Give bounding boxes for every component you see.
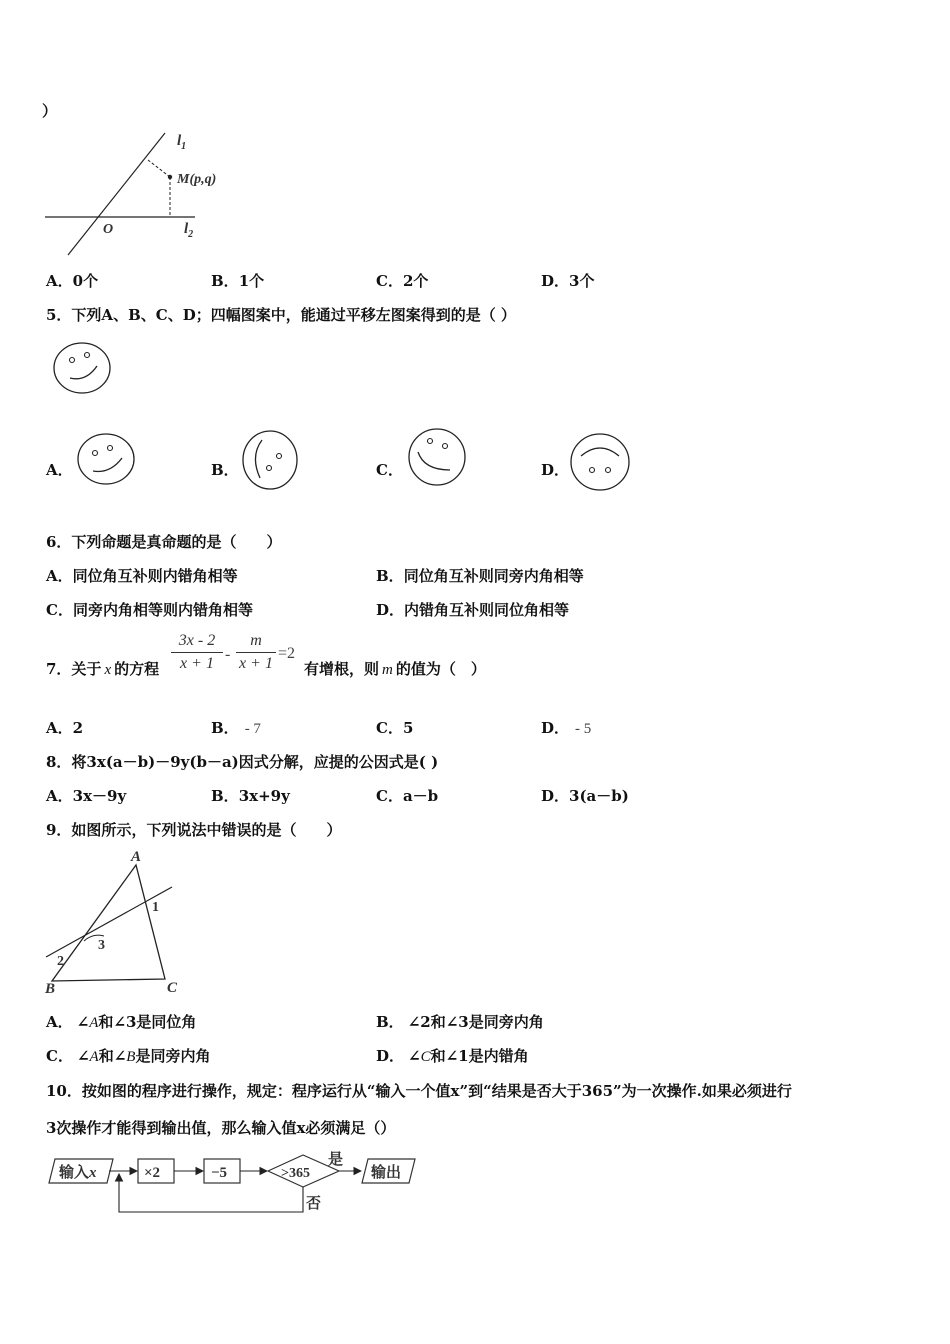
q5-option-a-face: [74, 430, 140, 488]
q4-option-b: B．1个: [211, 272, 265, 290]
q4-label-m: M(p,q): [177, 172, 217, 187]
q7-equals: =2: [278, 645, 296, 662]
q5-source-face: [50, 340, 116, 398]
flow-times2-label: ×2: [144, 1165, 161, 1181]
q7-var-m: m: [382, 662, 393, 678]
flow-no-label: 否: [306, 1196, 322, 1212]
flow-minus5-label: −5: [211, 1165, 228, 1181]
q4-point-m: [168, 175, 172, 179]
flow-input-label: 输入x: [59, 1165, 97, 1181]
flow-output-label: 输出: [371, 1165, 402, 1181]
q6-option-c: C．同旁内角相等则内错角相等: [46, 601, 253, 619]
q7-option-a: A．2: [46, 719, 84, 737]
q6-option-d: D．内错角互补则同位角相等: [376, 601, 570, 619]
q5-stem: 5．下列A、B、C、D；四幅图案中，能通过平移左图案得到的是（ ）: [46, 306, 516, 324]
q9-transversal: [46, 887, 172, 957]
q6-option-a: A．同位角互补则内错角相等: [46, 567, 238, 585]
q9-label-1: 1: [152, 900, 159, 915]
q9-label-2: 2: [57, 954, 64, 969]
q6-stem: 6．下列命题是真命题的是（ ）: [46, 533, 282, 551]
q4-paren-tail: ）: [42, 102, 58, 120]
q4-perp-to-l1: [148, 160, 170, 177]
q10-stem-line1: 10．按如图的程序进行操作，规定：程序运行从“输入一个值x”到“结果是否大于365”为一次操作.如果必须进行: [46, 1082, 792, 1100]
q5-option-b-label: B．: [211, 461, 239, 479]
q9-triangle: [52, 865, 165, 981]
q8-option-a: A．3x－9y: [46, 787, 127, 805]
q9-stem: 9．如图所示，下列说法中错误的是（ ）: [46, 821, 342, 839]
q5-option-b-face: [238, 428, 302, 492]
q7-minus: -: [225, 646, 231, 663]
flow-decision-label: >365: [281, 1166, 310, 1181]
q7-fraction-1: 3x - 2 x + 1: [171, 632, 223, 673]
q9-option-d: D． ∠C和∠1是内错角: [376, 1047, 529, 1065]
q7-fraction-2: m x + 1: [236, 632, 276, 673]
q9-triangle-figure: [40, 845, 190, 997]
q7-option-b: B． - 7: [211, 719, 261, 737]
q5-option-c-label: C．: [376, 461, 403, 479]
q7-option-c: C．5: [376, 719, 414, 737]
q7-stem-suffix: 有增根，则 m 的值为（ ）: [304, 660, 486, 678]
q9-label-c: C: [167, 980, 178, 996]
q9-label-b: B: [45, 981, 56, 997]
q8-stem: 8．将3x(a－b)－9y(b－a)因式分解，应提的公因式是( ): [46, 753, 439, 771]
q5-option-c-face: [404, 426, 470, 490]
q4-label-l1: $l_1$: [177, 133, 187, 152]
q9-option-b: B． ∠2和∠3是同旁内角: [376, 1013, 544, 1031]
q9-option-c: C． ∠A和∠B是同旁内角: [46, 1047, 211, 1065]
q5-option-a-label: A．: [46, 461, 73, 479]
q4-label-l2: $l_2$: [184, 221, 194, 240]
q6-option-b: B．同位角互补则同旁内角相等: [376, 567, 584, 585]
q8-option-b: B．3x+9y: [211, 787, 290, 805]
q4-option-c: C．2个: [376, 272, 429, 290]
q9-option-a: A． ∠A和∠3是同位角: [46, 1013, 197, 1031]
q10-stem-line2: 3次操作才能得到输出值，那么输入值x必须满足（）: [46, 1119, 396, 1137]
q7-stem-prefix: 7．关于 x 的方程: [46, 660, 160, 678]
q7-option-d: D． - 5: [541, 719, 592, 737]
q9-label-a: A: [131, 849, 142, 865]
q4-label-o: O: [103, 222, 114, 237]
flow-yes-label: 是: [328, 1152, 344, 1168]
q10-flowchart: [45, 1150, 425, 1220]
q7-var-x: x: [104, 662, 112, 678]
q9-label-3: 3: [98, 938, 105, 953]
q4-line-l1: [68, 133, 165, 255]
q4-option-d: D．3个: [541, 272, 595, 290]
q4-option-a: A．0个: [46, 272, 99, 290]
q5-option-d-label: D．: [541, 461, 570, 479]
q4-figure: [40, 125, 240, 260]
q8-option-c: C．a－b: [376, 787, 439, 805]
q8-option-d: D．3(a－b): [541, 787, 629, 805]
q5-option-d-face: [567, 430, 633, 494]
